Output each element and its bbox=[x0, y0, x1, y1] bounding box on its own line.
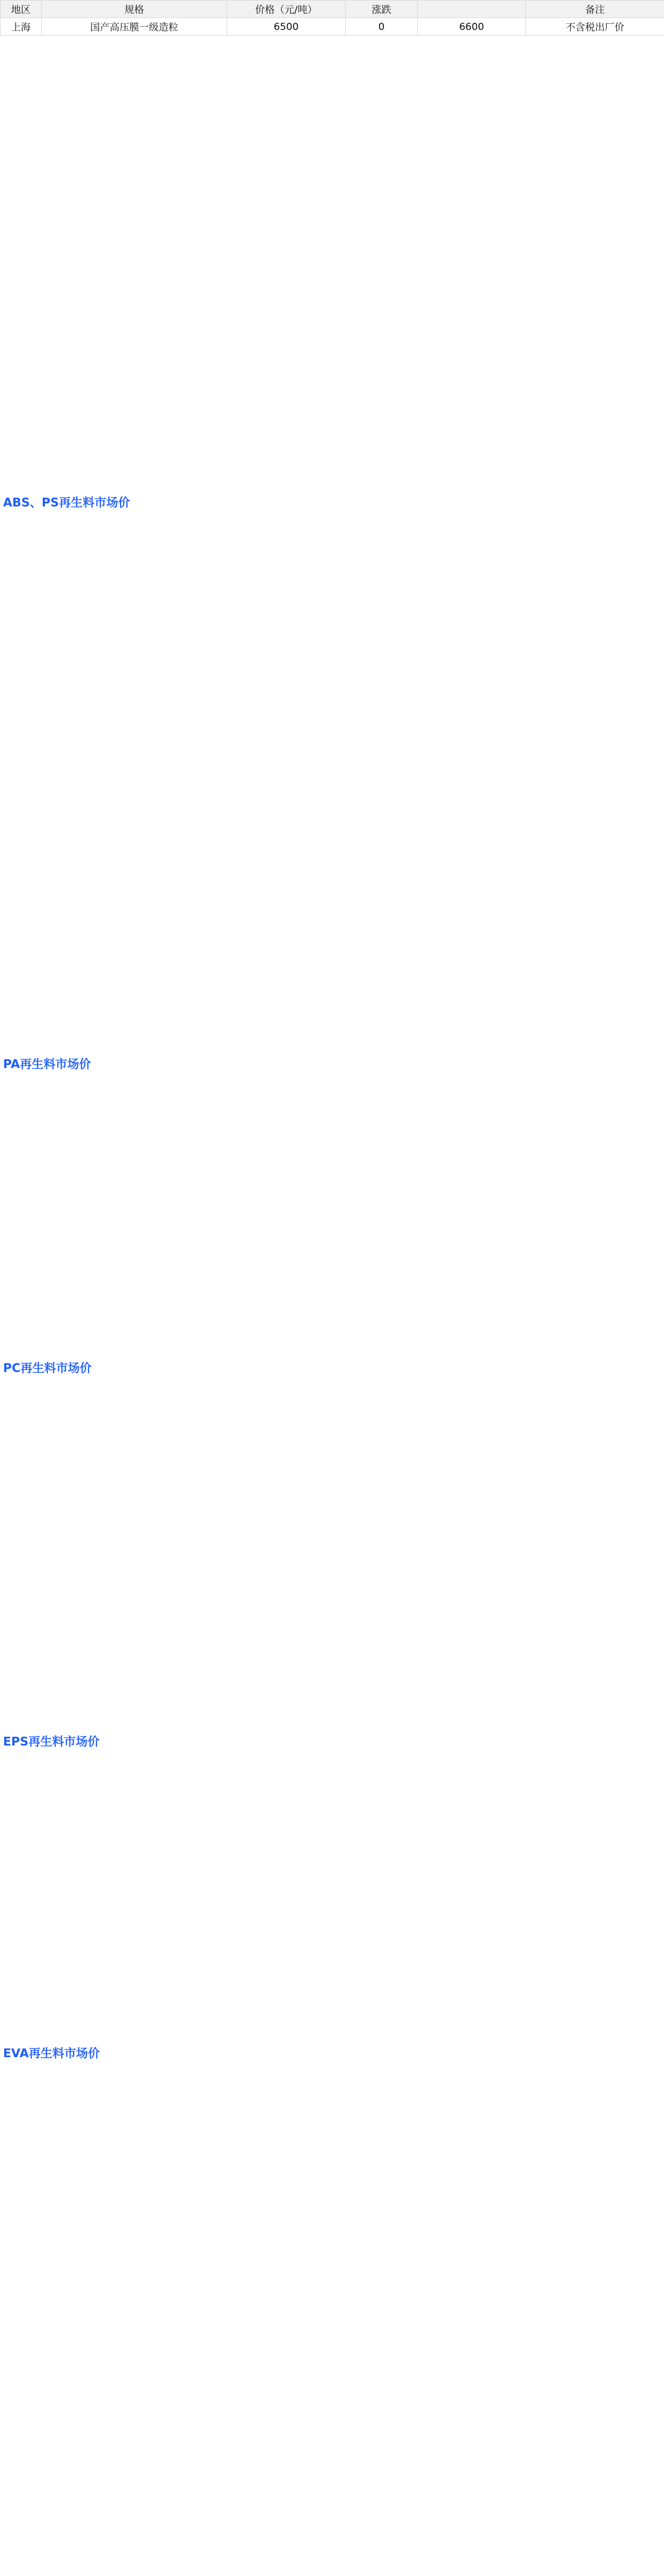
header-table bbox=[0, 0, 664, 36]
col-price: 价格（元/吨） bbox=[227, 1, 346, 18]
col-remark: 备注 bbox=[526, 1, 664, 18]
section-title: EVA再生料市场价 bbox=[0, 2040, 664, 2062]
cell-spec: 国产高压膜一级造粒 bbox=[42, 18, 227, 36]
col-change: 涨跌 bbox=[346, 1, 418, 18]
section-title: EPS再生料市场价 bbox=[0, 1728, 664, 1751]
cell-price: 6500 bbox=[227, 18, 346, 36]
section-title: ABS、PS再生料市场价 bbox=[0, 489, 664, 512]
col-last bbox=[418, 1, 526, 18]
cell-last: 6600 bbox=[418, 18, 526, 36]
col-spec: 规格 bbox=[42, 1, 227, 18]
cell-remark: 不含税出厂价 bbox=[526, 18, 664, 36]
col-region: 地区 bbox=[1, 1, 42, 18]
cell-change: 0 bbox=[346, 18, 418, 36]
section-title: PA再生料市场价 bbox=[0, 1051, 664, 1073]
cell-region: 上海 bbox=[1, 18, 42, 36]
section-title: PC再生料市场价 bbox=[0, 1355, 664, 1377]
table-row bbox=[1, 18, 664, 36]
